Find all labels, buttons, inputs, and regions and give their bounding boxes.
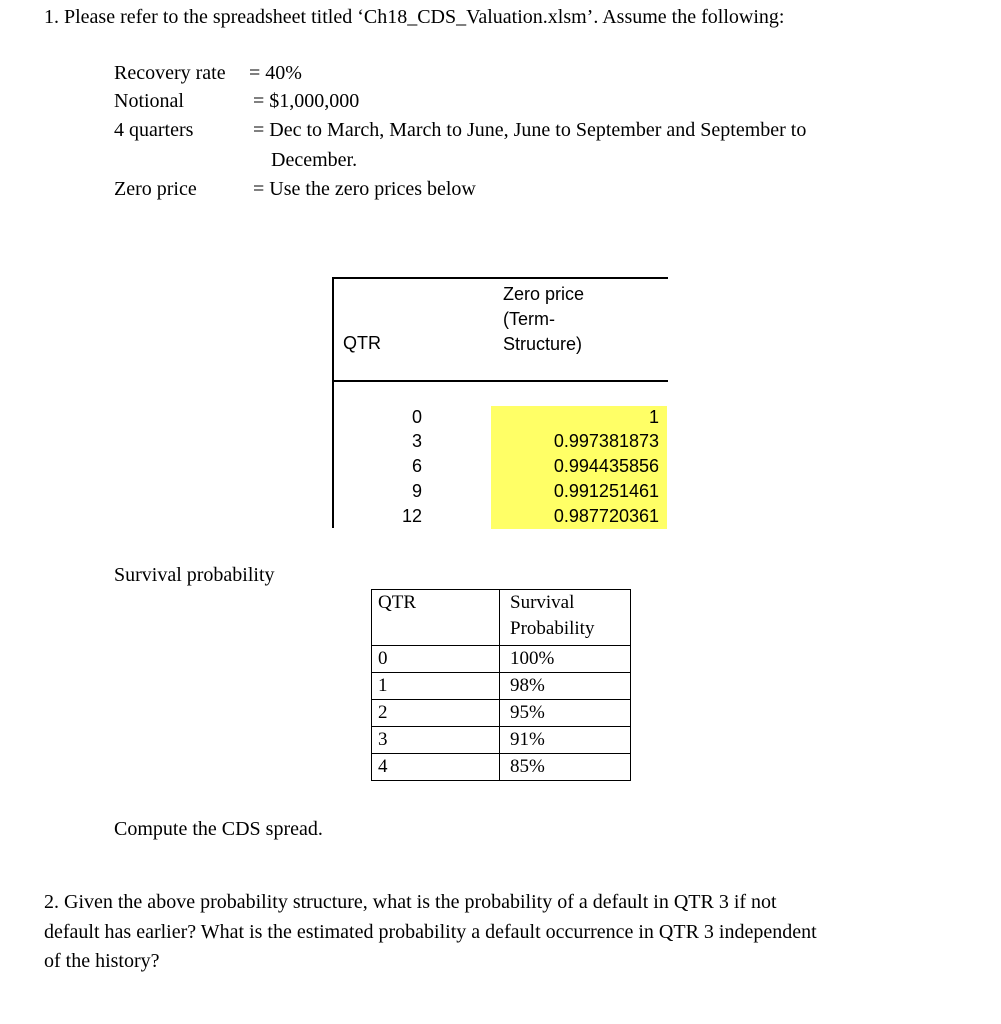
zero-table-qtr-4: 12 bbox=[401, 506, 422, 526]
zero-table-top-border bbox=[333, 277, 668, 279]
survival-prob-3: 91% bbox=[500, 727, 631, 754]
zero-table-price-2: 0.994435856 bbox=[553, 456, 659, 476]
table-row bbox=[372, 727, 631, 754]
assumption-value-quarters-cont: December. bbox=[271, 149, 358, 171]
survival-header-prob: Survival Probability bbox=[500, 590, 631, 646]
table-row bbox=[372, 673, 631, 700]
zero-table-qtr-3: 9 bbox=[411, 481, 422, 501]
survival-qtr-1: 1 bbox=[372, 673, 500, 700]
zero-table-price-1: 0.997381873 bbox=[553, 431, 659, 451]
zero-table-qtr-2: 6 bbox=[411, 456, 422, 476]
survival-qtr-4: 4 bbox=[372, 754, 500, 781]
survival-prob-1: 98% bbox=[500, 673, 631, 700]
zero-table-qtr-0: 0 bbox=[411, 407, 422, 427]
zero-table-price-4: 0.987720361 bbox=[553, 506, 659, 526]
survival-prob-2: 95% bbox=[500, 700, 631, 727]
zero-table-price-3: 0.991251461 bbox=[553, 481, 659, 501]
assumption-label-quarters: 4 quarters bbox=[114, 119, 194, 141]
survival-table bbox=[371, 589, 631, 781]
question-1-intro: 1. Please refer to the spreadsheet titled ‘Ch18_CDS_Valuation.xlsm’. Assume the following: bbox=[44, 6, 785, 28]
zero-table-left-border bbox=[332, 277, 334, 528]
survival-prob-4: 85% bbox=[500, 754, 631, 781]
assumption-label-notional: Notional bbox=[114, 90, 184, 112]
table-row bbox=[372, 700, 631, 727]
assumption-value-zero-price: = Use the zero prices below bbox=[253, 178, 476, 200]
zero-table-header-qtr: QTR bbox=[343, 333, 381, 353]
table-row bbox=[372, 754, 631, 781]
assumption-label-zero-price: Zero price bbox=[114, 178, 197, 200]
survival-header-qtr: QTR bbox=[372, 590, 500, 646]
table-row bbox=[372, 646, 631, 673]
assumption-value-notional: = $1,000,000 bbox=[253, 90, 360, 112]
survival-qtr-3: 3 bbox=[372, 727, 500, 754]
question-2-line-1: 2. Given the above probability structure, what is the probability of a default in QTR 3 if not bbox=[44, 891, 777, 913]
survival-table-header-row bbox=[372, 590, 631, 646]
zero-table-qtr-1: 3 bbox=[411, 431, 422, 451]
assumption-value-quarters: = Dec to March, March to June, June to September and September to bbox=[253, 119, 807, 141]
zero-table-header-price-1: Zero price bbox=[503, 284, 585, 304]
question-2-line-2: default has earlier? What is the estimated probability a default occurrence in QTR 3 independent bbox=[44, 921, 817, 943]
survival-probability-label: Survival probability bbox=[114, 564, 275, 586]
question-1-task: Compute the CDS spread. bbox=[114, 818, 323, 840]
assumption-label-recovery: Recovery rate bbox=[114, 62, 226, 84]
assumption-value-recovery: = 40% bbox=[249, 62, 302, 84]
survival-qtr-0: 0 bbox=[372, 646, 500, 673]
zero-table-header-price-3: Structure) bbox=[503, 334, 583, 354]
survival-prob-0: 100% bbox=[500, 646, 631, 673]
zero-table-header-price-2: (Term- bbox=[503, 309, 555, 329]
question-2-line-3: of the history? bbox=[44, 950, 160, 972]
zero-table-price-0: 1 bbox=[648, 407, 659, 427]
zero-table-header-border bbox=[333, 380, 668, 382]
survival-qtr-2: 2 bbox=[372, 700, 500, 727]
